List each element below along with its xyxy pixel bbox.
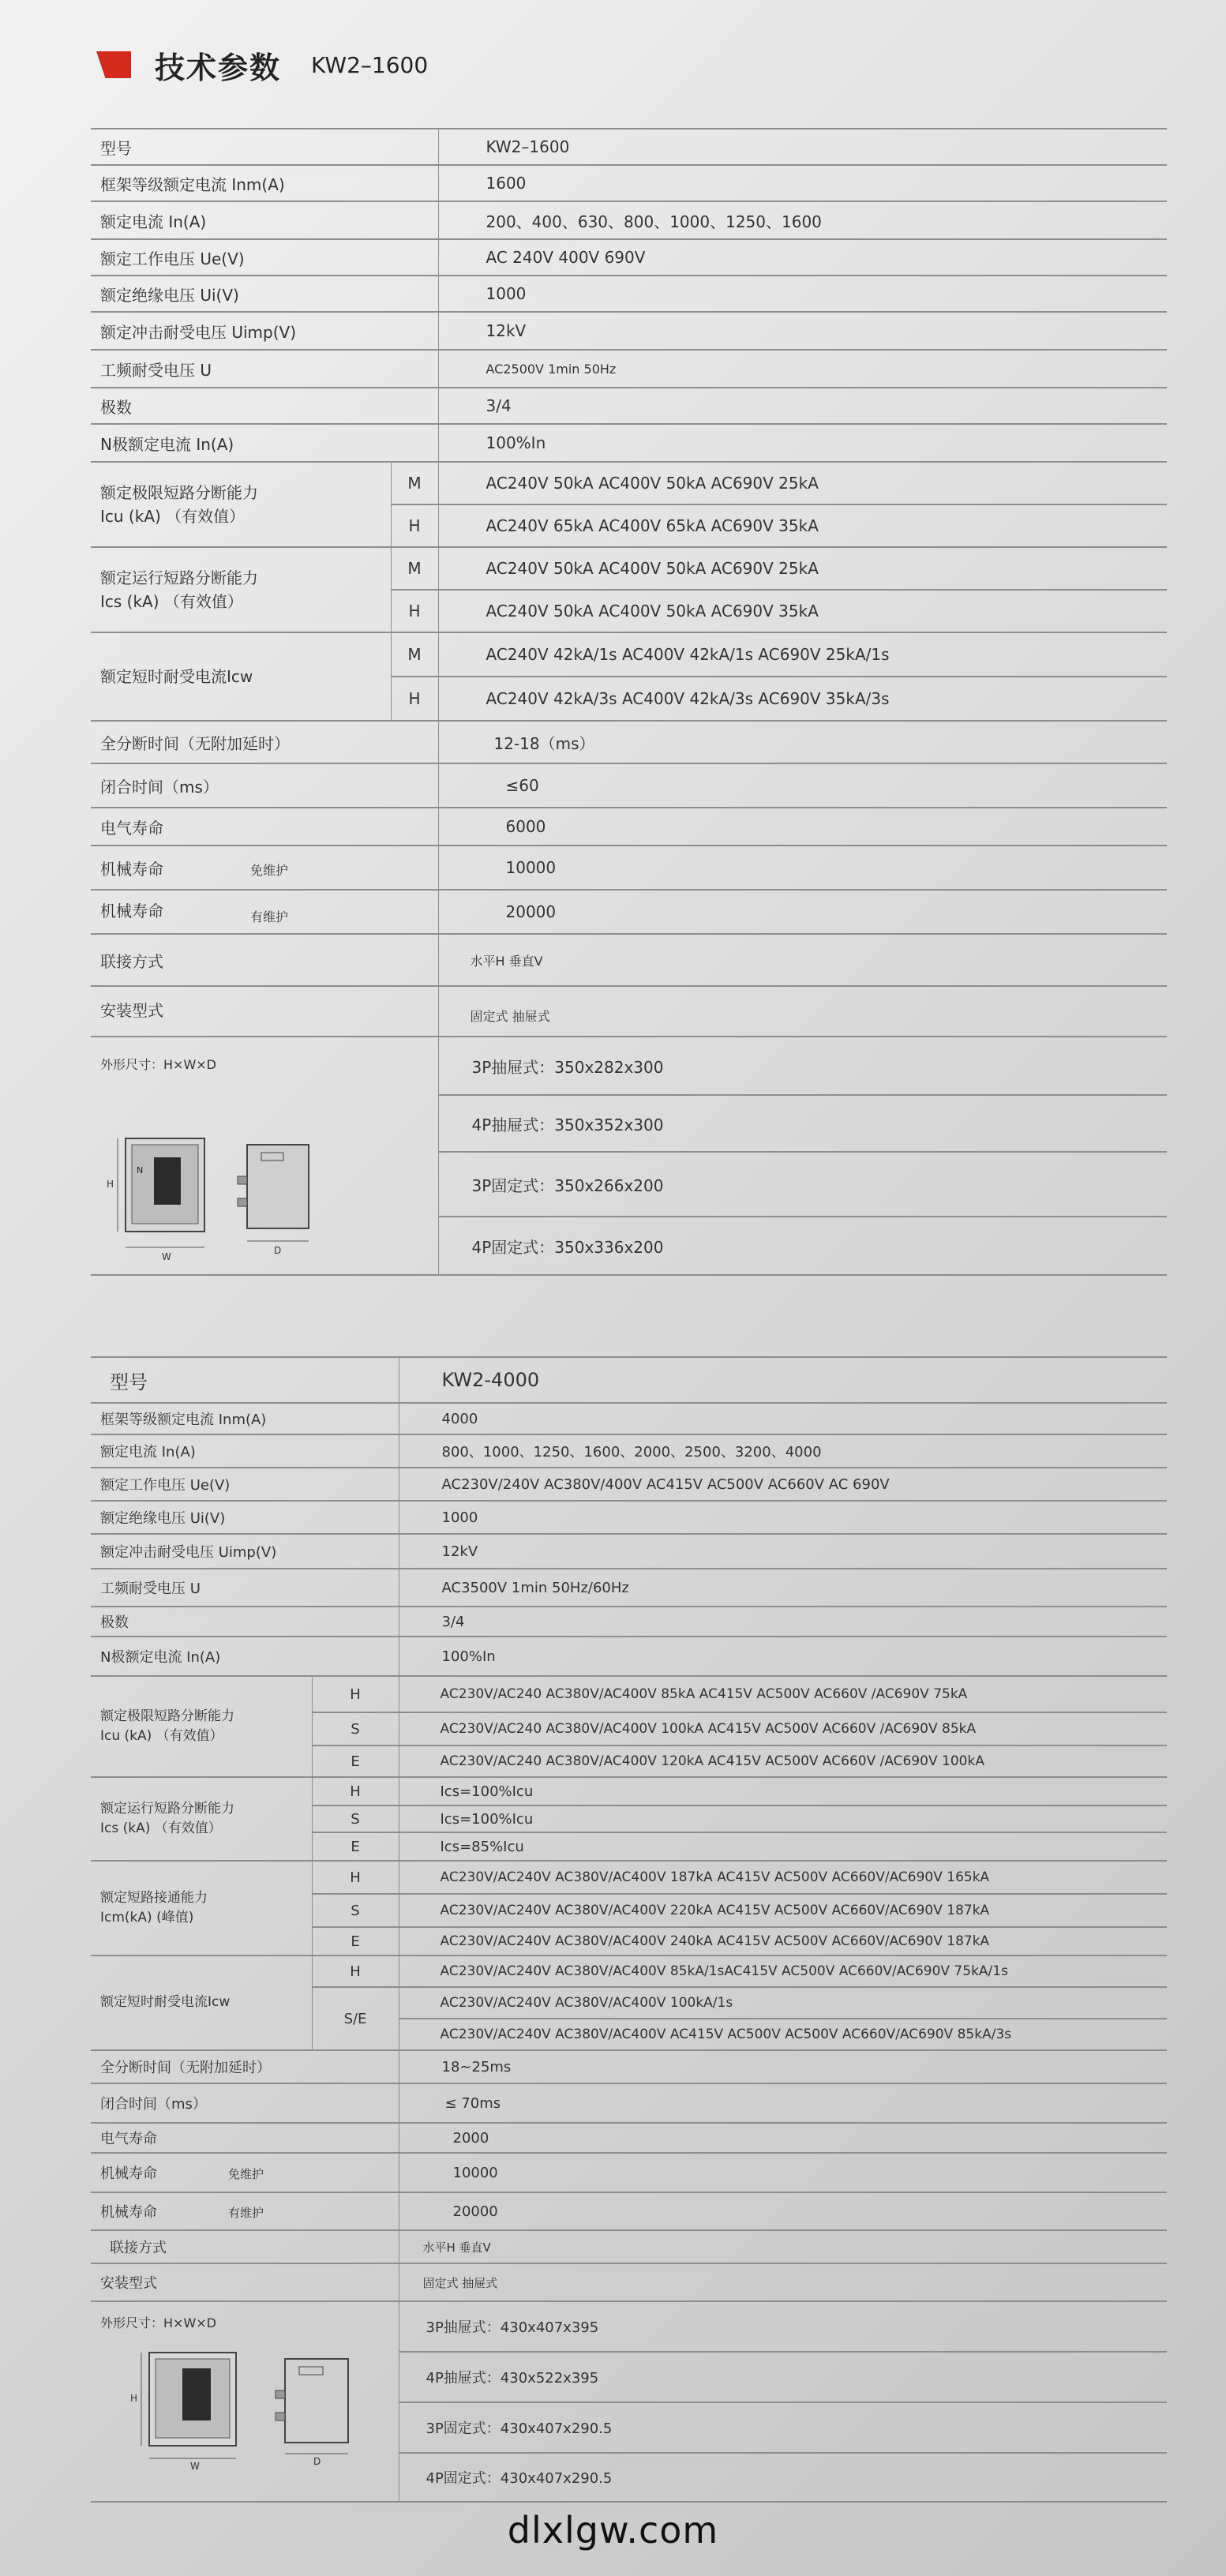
row-label: 工频耐受电压 U [91,350,438,388]
row-label: 额定冲击耐受电压 Uimp(V) [91,1534,399,1569]
side-terminal-top [238,1176,247,1184]
row-label: 工频耐受电压 U [91,1569,399,1607]
row-value: AC230V/AC240V AC380V/AC400V 187kA AC415V AC500V AC660V/AC690V 165kA [399,1861,1167,1894]
row-value: 水平H 垂直V [399,2230,1167,2263]
row-value: 1000 [438,276,1167,312]
row-label: 额定绝缘电压 Ui(V) [91,1501,399,1534]
section-header [96,41,428,88]
row-value: AC230V/AC240 AC380V/AC400V 120kA AC415V AC500V AC660V /AC690V 100kA [399,1745,1167,1777]
mode-label: S [312,1712,399,1745]
dims-row: 3P固定式：430x407x290.5 [399,2402,1167,2453]
row-label: 型号 [91,129,438,165]
row-value: Ics=100%Icu [399,1777,1167,1805]
row-label: N极额定电流 In(A) [91,1637,399,1676]
dims-label-cell: 外形尺寸：H×W×D [91,2301,399,2502]
dims-row: 3P抽屉式：430x407x395 [399,2301,1167,2352]
section-title: 技术参数 [155,50,282,85]
mode-label: M [391,547,438,590]
h-dim-label: H [130,2393,138,2404]
row-value: 4000 [399,1403,1167,1434]
row-label: 额定电流 In(A) [91,201,438,239]
row-value: 10000 [399,2153,1167,2192]
mode-label: S [312,1805,399,1832]
mode-label: H [391,677,438,721]
h-dim-label: H [107,1179,114,1190]
row-label: 额定工作电压 Ue(V) [91,1468,399,1501]
row-value: AC240V 50kA AC400V 50kA AC690V 25kA [438,547,1167,590]
side-terminal-bottom [238,1198,247,1206]
row-value: 1000 [399,1501,1167,1534]
mode-label: E [312,1745,399,1777]
mode-label: M [391,462,438,504]
row-value: AC240V 42kA/1s AC400V 42kA/1s AC690V 25kA/1s [438,632,1167,677]
row-label: N极额定电流 In(A) [91,424,438,462]
w-dim-label: W [190,2461,200,2471]
row-label-icw: 额定短时耐受电流Icw [91,632,391,721]
dims-row: 4P固定式：350x336x200 [438,1217,1167,1275]
mode-label: M [391,632,438,677]
row-value: AC230V/240V AC380V/400V AC415V AC500V AC660V AC 690V [399,1468,1167,1501]
row-value: 水平H 垂直V [438,934,1167,986]
breaker-dimension-drawing-2 [130,2345,367,2471]
breaker-handle [182,2368,211,2420]
row-label: 型号 [91,1357,399,1403]
row-value: AC2500V 1min 50Hz [438,350,1167,388]
row-label: 额定工作电压 Ue(V) [91,239,438,276]
dims-row: 4P抽屉式：350x352x300 [438,1095,1167,1152]
mode-label: E [312,1927,399,1955]
side-terminal-bottom [276,2413,285,2420]
row-label: 框架等级额定电流 Inm(A) [91,165,438,201]
row-label: 闭合时间（ms） [91,2083,399,2123]
row-value: 100%In [399,1637,1167,1676]
row-value: 100%In [438,424,1167,462]
row-value: 12-18（ms） [438,721,1167,763]
mode-label: S [312,1894,399,1927]
row-value: Ics=85%Icu [399,1832,1167,1861]
row-label-ics: 额定运行短路分断能力 Ics (kA) （有效值） [91,1777,312,1861]
d-dim-label: D [274,1245,282,1256]
mode-label: H [312,1676,399,1712]
w-dim-label: W [162,1251,171,1262]
dims-row: 3P抽屉式：350x282x300 [438,1037,1167,1095]
row-label: 闭合时间（ms） [91,763,438,808]
row-label: 机械寿命 免维护 [91,2153,399,2192]
row-value: 200、400、630、800、1000、1250、1600 [438,201,1167,239]
breaker-handle [154,1157,181,1205]
row-value: AC3500V 1min 50Hz/60Hz [399,1569,1167,1607]
row-value: AC230V/AC240V AC380V/AC400V 220kA AC415V AC500V AC660V/AC690V 187kA [399,1894,1167,1927]
row-value: AC240V 50kA AC400V 50kA AC690V 35kA [438,590,1167,632]
row-value: 10000 [438,846,1167,890]
row-label: 机械寿命 有维护 [91,2192,399,2230]
row-label: 安装型式 [91,986,438,1037]
mode-label: S/E [312,1987,399,2050]
row-value: AC240V 50kA AC400V 50kA AC690V 25kA [438,462,1167,504]
dims-row: 3P固定式：350x266x200 [438,1152,1167,1217]
mode-label: H [312,1955,399,1987]
row-label: 电气寿命 [91,2123,399,2153]
row-value: 2000 [399,2123,1167,2153]
row-model [91,129,1167,165]
mode-label: H [312,1777,399,1805]
row-value: AC230V/AC240 AC380V/AC400V 85kA AC415V AC500V AC660V /AC690V 75kA [399,1676,1167,1712]
row-label: 电气寿命 [91,808,438,846]
mode-label: E [312,1832,399,1861]
row-value: 3/4 [438,388,1167,424]
row-label: 极数 [91,388,438,424]
breaker-side-view [247,1145,309,1228]
row-value: ≤ 70ms [399,2083,1167,2123]
row-value: 6000 [438,808,1167,846]
row-value: AC230V/AC240V AC380V/AC400V 240kA AC415V AC500V AC660V/AC690V 187kA [399,1927,1167,1955]
row-value: AC240V 42kA/3s AC400V 42kA/3s AC690V 35kA/3s [438,677,1167,721]
mode-label: H [312,1861,399,1894]
row-value: AC 240V 400V 690V [438,239,1167,276]
spec-table-kw2-1600 [91,128,1167,1276]
row-label-icw: 额定短时耐受电流Icw [91,1955,312,2050]
red-tab-icon [96,51,131,78]
dims-row: 4P抽屉式：430x522x395 [399,2352,1167,2402]
row-value: AC230V/AC240 AC380V/AC400V 100kA AC415V AC500V AC660V /AC690V 85kA [399,1712,1167,1745]
row-label: 额定冲击耐受电压 Uimp(V) [91,312,438,350]
row-value: AC230V/AC240V AC380V/AC400V AC415V AC500V AC500V AC660V/AC690V 85kA/3s [399,2019,1167,2050]
section-model: KW2–1600 [311,51,429,78]
row-label: 极数 [91,1607,399,1637]
dims-label-cell: 外形尺寸：H×W×D [91,1037,438,1275]
row-label: 全分断时间（无附加延时） [91,2050,399,2083]
row-label-ics: 额定运行短路分断能力 Ics (kA) （有效值） [91,547,391,632]
footer-domain: dlxlgw.com [507,2509,719,2552]
row-value: ≤60 [438,763,1167,808]
row-value: 12kV [399,1534,1167,1569]
row-value: AC230V/AC240V AC380V/AC400V 100kA/1s [399,1987,1167,2019]
row-label-icm: 额定短路接通能力 Icm(kA) (峰值) [91,1861,312,1955]
spec-table-kw2-4000 [91,1356,1167,2503]
row-label: 机械寿命 $_{有维护}$ [91,890,438,934]
row-value: 18~25ms [399,2050,1167,2083]
row-label: 安装型式 [91,2263,399,2301]
breaker-side-view [285,2359,348,2443]
row-label: 联接方式 [91,2230,399,2263]
row-value: 12kV [438,312,1167,350]
d-dim-label: D [313,2456,321,2467]
row-label: 全分断时间（无附加延时） [91,721,438,763]
row-value: Ics=100%Icu [399,1805,1167,1832]
mode-label: H [391,504,438,547]
row-label-icu: 额定极限短路分断能力 Icu (kA) （有效值） [91,1676,312,1777]
mode-label: H [391,590,438,632]
row-value: 20000 [399,2192,1167,2230]
row-label-icu: 额定极限短路分断能力 Icu (kA) （有效值） [91,462,391,547]
row-label: 机械寿命 免维护 [91,846,438,890]
row-value: 800、1000、1250、1600、2000、2500、3200、4000 [399,1434,1167,1468]
row-label: 额定电流 In(A) [91,1434,399,1468]
row-value: 3/4 [399,1607,1167,1637]
n-label: N [137,1165,144,1176]
side-terminal-top [276,2390,285,2398]
row-value: 固定式 抽屉式 [438,986,1167,1037]
row-label: 框架等级额定电流 Inm(A) [91,1403,399,1434]
row-value: KW2–1600 [438,129,1167,165]
row-value: AC240V 65kA AC400V 65kA AC690V 35kA [438,504,1167,547]
row-value: 20000 [438,890,1167,934]
row-value: AC230V/AC240V AC380V/AC400V 85kA/1sAC415V AC500V AC660V/AC690V 75kA/1s [399,1955,1167,1987]
row-label: 额定绝缘电压 Ui(V) [91,276,438,312]
row-value: 固定式 抽屉式 [399,2263,1167,2301]
breaker-dimension-drawing [107,1129,343,1263]
row-label: 联接方式 [91,934,438,986]
dims-row: 4P固定式：430x407x290.5 [399,2453,1167,2502]
row-value: KW2-4000 [399,1357,1167,1403]
row-value: 1600 [438,165,1167,201]
